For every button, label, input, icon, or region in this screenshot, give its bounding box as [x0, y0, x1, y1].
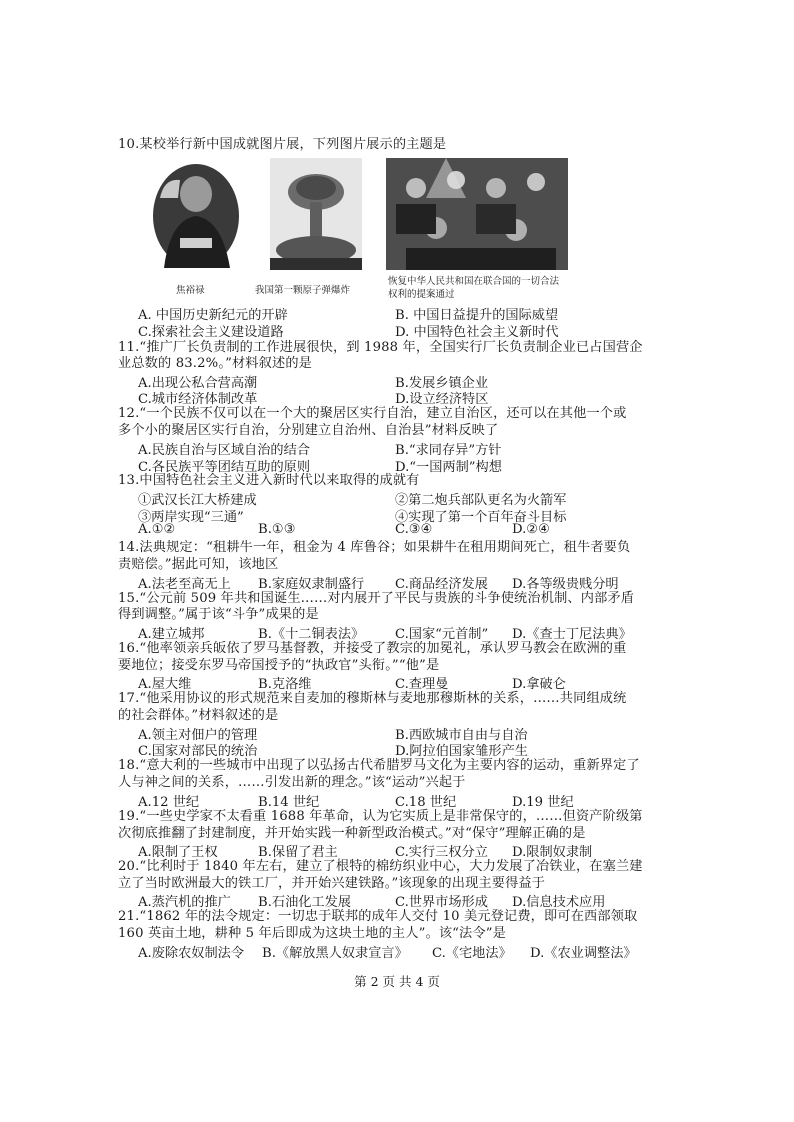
q17-option-c: C.国家对部民的统治 [138, 744, 258, 759]
q12-option-c: C.各民族平等团结互助的原则 [138, 460, 311, 475]
q19-option-a: A.限制了王权 [138, 845, 218, 860]
q10-stem: 10.某校举行新中国成就图片展，下列图片展示的主题是 [118, 137, 447, 152]
photo-jiao-yulu [150, 158, 242, 270]
q21-line-2: 160 英亩土地，耕种 5 年后即成为这块土地的主人”。该“法令”是 [118, 926, 506, 941]
q17-option-b: B.西欧城市自由与自治 [395, 728, 528, 743]
page-footer: 第 2 页 共 4 页 [354, 974, 440, 989]
photo-un-resolution [386, 158, 568, 270]
q14-option-a: A.法老至高无上 [138, 577, 231, 592]
q18-option-d: D.19 世纪 [512, 795, 574, 810]
q20-option-a: A.蒸汽机的推广 [138, 895, 231, 910]
q17-option-a: A.领主对佃户的管理 [138, 728, 258, 743]
q16-option-b: B.克洛维 [258, 677, 312, 692]
q21-option-d: D.《农业调整法》 [530, 946, 637, 961]
q13-option-d: D.②④ [512, 522, 550, 537]
q11-line-1: 11.“推广厂长负责制的工作进展很快，到 1988 年，全国实行厂长负责制企业已占国营企 [118, 340, 643, 355]
photo-atomic-bomb [270, 158, 362, 270]
q14-line-1: 14.法典规定：“租耕牛一年，租金为 4 库鲁谷；如果耕牛在租用期间死亡，租牛者要负 [118, 540, 631, 555]
caption-jiao-yulu: 焦裕禄 [176, 285, 205, 296]
q12-line-2: 多个小的聚居区实行自治，分别建立自治州、自治县”材料反映了 [118, 423, 499, 438]
q16-option-a: A.屋大维 [138, 677, 192, 692]
q18-line-2: 人与神之间的关系，……引发出新的理念。”该“运动”兴起于 [118, 775, 466, 790]
q13-item-3: ③两岸实现“三通” [138, 510, 244, 525]
caption-un-line1: 恢复中华人民共和国在联合国的一切合法 [388, 276, 560, 287]
q11-option-b: B.发展乡镇企业 [395, 376, 489, 391]
q13-line-1: 13.中国特色社会主义进入新时代以来取得的成就有 [118, 473, 420, 488]
q15-option-b: B.《十二铜表法》 [258, 627, 365, 642]
q12-option-b: B.“求同存异”方针 [395, 443, 502, 458]
q14-option-c: C.商品经济发展 [395, 577, 488, 592]
q16-option-d: D.拿破仑 [512, 677, 566, 692]
q20-line-2: 立了当时欧洲最大的铁工厂，并开始兴建铁路。”该现象的出现主要得益于 [118, 876, 546, 891]
q10-option-d: D. 中国特色社会主义新时代 [395, 325, 559, 340]
q19-line-1: 19.“一些史学家不太看重 1688 年革命，认为它实质上是非常保守的，……但资产阶级第 [118, 809, 643, 824]
q13-option-a: A.①② [138, 522, 176, 537]
q17-line-2: 的社会群体。”材料叙述的是 [118, 708, 279, 723]
caption-un-line2: 权利的提案通过 [388, 289, 455, 300]
q10-option-c: C.探索社会主义建设道路 [138, 325, 284, 340]
q12-line-1: 12.“一个民族不仅可以在一个大的聚居区实行自治，建立自治区，还可以在其他一个或 [118, 406, 627, 421]
q21-line-1: 21.“1862 年的法令规定：一切忠于联邦的成年人交付 10 美元登记费，即可在西部领取 [118, 909, 638, 924]
q11-line-2: 业总数的 83.2%。”材料叙述的是 [118, 356, 312, 371]
q21-option-a: A.废除农奴制法令 [138, 946, 245, 961]
q19-option-d: D.限制奴隶制 [512, 845, 593, 860]
q20-line-1: 20.“比利时于 1840 年左右，建立了根特的棉纺织业中心，大力发展了冶铁业，在塞兰建 [118, 859, 643, 874]
caption-atomic-bomb: 我国第一颗原子弹爆炸 [255, 285, 351, 296]
q12-option-a: A.民族自治与区域自治的结合 [138, 443, 310, 458]
q13-option-c: C.③④ [395, 522, 433, 537]
q13-item-2: ②第二炮兵部队更名为火箭军 [395, 493, 567, 508]
q10-option-a: A. 中国历史新纪元的开辟 [138, 308, 288, 323]
q18-option-c: C.18 世纪 [395, 795, 457, 810]
q16-line-1: 16.“他率领亲兵皈依了罗马基督教，并接受了教宗的加冕礼，承认罗马教会在欧洲的重 [118, 641, 627, 656]
q11-option-a: A.出现公私合营高潮 [138, 376, 258, 391]
q18-option-b: B.14 世纪 [258, 795, 320, 810]
q10-option-b: B. 中国日益提升的国际威望 [395, 308, 559, 323]
q14-line-2: 责赔偿。”据此可知，该地区 [118, 557, 279, 572]
q17-line-1: 17.“他采用协议的形式规范来自麦加的穆斯林与麦地那穆斯林的关系，……共同组成统 [118, 691, 627, 706]
q13-item-4: ④实现了第一个百年奋斗目标 [395, 510, 567, 525]
q19-option-b: B.保留了君主 [258, 845, 338, 860]
q12-option-d: D.“一国两制”构想 [395, 460, 502, 475]
q18-option-a: A.12 世纪 [138, 795, 200, 810]
q15-line-2: 得到调整。”属于该“斗争”成果的是 [118, 607, 319, 622]
q16-option-c: C.查理曼 [395, 677, 449, 692]
q16-line-2: 要地位；接受东罗马帝国授予的“执政官”头衔。”“他”是 [118, 658, 440, 673]
q14-option-d: D.各等级贵贱分明 [512, 577, 619, 592]
q20-option-d: D.信息技术应用 [512, 895, 606, 910]
q13-option-b: B.①③ [258, 522, 296, 537]
q21-option-b: B.《解放黑人奴隶宣言》 [262, 946, 408, 961]
q15-line-1: 15.“公元前 509 年共和国诞生……对内展开了平民与贵族的斗争使统治机制、内部矛盾 [118, 591, 635, 606]
q15-option-c: C.国家“元首制” [395, 627, 489, 642]
q17-option-d: D.阿拉伯国家雏形产生 [395, 744, 528, 759]
q19-line-2: 次彻底推翻了封建制度，并开始实践一种新型政治模式。”对“保守”理解正确的是 [118, 826, 586, 841]
q14-option-b: B.家庭奴隶制盛行 [258, 577, 365, 592]
q15-option-d: D.《查士丁尼法典》 [512, 627, 632, 642]
q13-item-1: ①武汉长江大桥建成 [138, 493, 257, 508]
q20-option-c: C.世界市场形成 [395, 895, 488, 910]
q19-option-c: C.实行三权分立 [395, 845, 488, 860]
q15-option-a: A.建立城邦 [138, 627, 205, 642]
q11-option-d: D.设立经济特区 [395, 392, 489, 407]
q20-option-b: B.石油化工发展 [258, 895, 352, 910]
q21-option-c: C.《宅地法》 [432, 946, 512, 961]
q11-option-c: C.城市经济体制改革 [138, 392, 258, 407]
q18-line-1: 18.“意大利的一些城市中出现了以弘扬古代希腊罗马文化为主要内容的运动，重新界定了 [118, 758, 640, 773]
